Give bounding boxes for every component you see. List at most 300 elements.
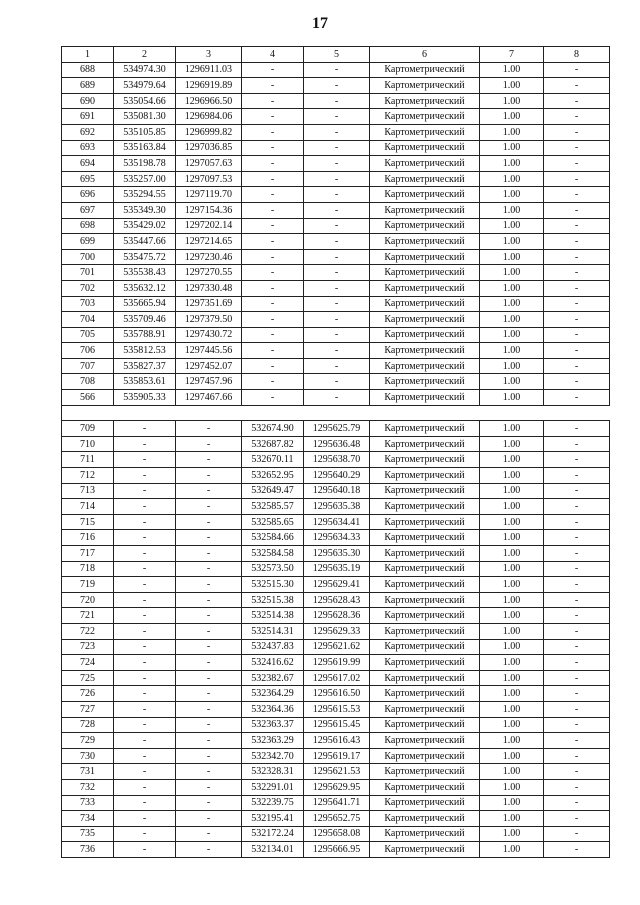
table-row [62, 93, 610, 109]
table-row [62, 468, 610, 484]
table-cell: 724 [62, 655, 114, 671]
table-cell: 535632.12 [114, 280, 176, 296]
table-cell: Картометрический [370, 62, 480, 78]
table-cell: 1.00 [480, 327, 544, 343]
table-cell: - [114, 779, 176, 795]
table-cell: - [114, 592, 176, 608]
table-cell: - [114, 670, 176, 686]
table-cell: - [304, 124, 370, 140]
table-row [62, 842, 610, 858]
table-cell: 692 [62, 124, 114, 140]
table-cell: 1.00 [480, 187, 544, 203]
table-row [62, 312, 610, 328]
table-cell: 535853.61 [114, 374, 176, 390]
table-cell: 1296984.06 [176, 109, 242, 125]
table-cell: 1297467.66 [176, 390, 242, 406]
table-cell: - [242, 62, 304, 78]
table-cell: - [176, 468, 242, 484]
table-cell: 532585.65 [242, 514, 304, 530]
table-cell: - [544, 234, 610, 250]
table-cell: Картометрический [370, 561, 480, 577]
table-cell: 1295617.02 [304, 670, 370, 686]
table-cell: Картометрический [370, 514, 480, 530]
header-row [62, 47, 610, 63]
table-cell: 734 [62, 811, 114, 827]
table-cell: Картометрический [370, 764, 480, 780]
table-cell: - [544, 327, 610, 343]
table-cell: - [544, 779, 610, 795]
table-cell: 1.00 [480, 124, 544, 140]
table-cell: - [544, 530, 610, 546]
table-cell: 717 [62, 546, 114, 562]
table-cell: 691 [62, 109, 114, 125]
table-cell: 1.00 [480, 374, 544, 390]
table-spacer [62, 405, 610, 421]
table-cell: 1296911.03 [176, 62, 242, 78]
table-cell: 1.00 [480, 701, 544, 717]
table-cell: 1.00 [480, 592, 544, 608]
column-header: 8 [544, 47, 610, 63]
table-cell: 1295634.33 [304, 530, 370, 546]
table-row [62, 452, 610, 468]
page-number: 17 [312, 15, 328, 32]
table-cell: - [176, 577, 242, 593]
table-cell: 1297154.36 [176, 202, 242, 218]
table-cell: 735 [62, 826, 114, 842]
table-row [62, 701, 610, 717]
table-cell: - [242, 296, 304, 312]
table-cell: - [242, 390, 304, 406]
table-cell: Картометрический [370, 452, 480, 468]
table-cell: - [176, 639, 242, 655]
table-cell: 708 [62, 374, 114, 390]
table-cell: 1.00 [480, 608, 544, 624]
table-cell: - [544, 561, 610, 577]
table-cell: - [544, 421, 610, 437]
table-cell: - [114, 452, 176, 468]
table-cell: - [114, 499, 176, 515]
table-cell: Картометрический [370, 327, 480, 343]
table-cell: 532585.57 [242, 499, 304, 515]
table-cell: 532382.67 [242, 670, 304, 686]
table-row [62, 327, 610, 343]
table-cell: 535812.53 [114, 343, 176, 359]
table-cell: 532584.58 [242, 546, 304, 562]
table-cell: - [544, 358, 610, 374]
table-cell: 1295666.95 [304, 842, 370, 858]
table-row [62, 670, 610, 686]
table-cell: Картометрический [370, 468, 480, 484]
table-cell: 1.00 [480, 62, 544, 78]
table-cell: - [544, 187, 610, 203]
table-cell: - [544, 639, 610, 655]
table-cell: - [176, 514, 242, 530]
table-cell: 566 [62, 390, 114, 406]
table-cell: 532363.29 [242, 733, 304, 749]
table-cell: Картометрический [370, 249, 480, 265]
table-cell: - [176, 499, 242, 515]
table-cell: - [544, 811, 610, 827]
table-cell: 532573.50 [242, 561, 304, 577]
table-cell: - [544, 842, 610, 858]
table-cell: - [544, 655, 610, 671]
table-row [62, 358, 610, 374]
table-cell: 710 [62, 436, 114, 452]
table-cell: 532342.70 [242, 748, 304, 764]
table-cell: 535788.91 [114, 327, 176, 343]
table-cell: Картометрический [370, 390, 480, 406]
table-cell: Картометрический [370, 265, 480, 281]
spacer-row [62, 405, 610, 421]
table-row [62, 530, 610, 546]
table-row [62, 265, 610, 281]
table-cell: - [544, 343, 610, 359]
table-cell: 695 [62, 171, 114, 187]
table-cell: Картометрический [370, 639, 480, 655]
table-cell: 1297036.85 [176, 140, 242, 156]
table-cell: 712 [62, 468, 114, 484]
table-cell: - [114, 842, 176, 858]
table-cell: 532584.66 [242, 530, 304, 546]
table-cell: 730 [62, 748, 114, 764]
table-cell: Картометрический [370, 140, 480, 156]
table-cell: - [176, 733, 242, 749]
table-cell: - [544, 499, 610, 515]
table-cell: 727 [62, 701, 114, 717]
table-cell: 1.00 [480, 561, 544, 577]
table-cell: Картометрический [370, 577, 480, 593]
table-cell: 733 [62, 795, 114, 811]
table-cell: 697 [62, 202, 114, 218]
table-row [62, 187, 610, 203]
table-cell: - [544, 436, 610, 452]
table-cell: - [544, 124, 610, 140]
table-cell: 1297445.56 [176, 343, 242, 359]
table-cell: 1295635.19 [304, 561, 370, 577]
table-cell: 532514.38 [242, 608, 304, 624]
table-cell: - [544, 93, 610, 109]
table-cell: 535294.55 [114, 187, 176, 203]
table-cell: - [242, 280, 304, 296]
table-cell: 1297379.50 [176, 312, 242, 328]
table-cell: 1297230.46 [176, 249, 242, 265]
table-cell: - [176, 811, 242, 827]
table-cell: Картометрический [370, 530, 480, 546]
table-cell: 532515.30 [242, 577, 304, 593]
table-cell: - [544, 140, 610, 156]
table-cell: 532515.38 [242, 592, 304, 608]
table-cell: 723 [62, 639, 114, 655]
table-cell: - [304, 343, 370, 359]
table-row [62, 156, 610, 172]
table-cell: 535665.94 [114, 296, 176, 312]
table-cell: - [304, 327, 370, 343]
table-row [62, 483, 610, 499]
table-cell: 1295641.71 [304, 795, 370, 811]
table-cell: 1296919.89 [176, 78, 242, 94]
table-cell: Картометрический [370, 811, 480, 827]
table-cell: - [544, 312, 610, 328]
table-cell: 1295616.50 [304, 686, 370, 702]
table-cell: - [304, 234, 370, 250]
column-header: 4 [242, 47, 304, 63]
table-cell: - [114, 639, 176, 655]
table-row [62, 811, 610, 827]
table-cell: - [544, 795, 610, 811]
table-cell: 535163.84 [114, 140, 176, 156]
table-cell: - [242, 312, 304, 328]
table-cell: 1297452.07 [176, 358, 242, 374]
table-cell: 1297330.48 [176, 280, 242, 296]
table-cell: 1.00 [480, 436, 544, 452]
table-cell: 1.00 [480, 218, 544, 234]
table-cell: - [114, 717, 176, 733]
table-cell: - [242, 202, 304, 218]
table-cell: Картометрический [370, 358, 480, 374]
table-cell: Картометрический [370, 483, 480, 499]
table-cell: 532363.37 [242, 717, 304, 733]
table-cell: 722 [62, 623, 114, 639]
table-cell: - [176, 717, 242, 733]
table-cell: - [176, 452, 242, 468]
table-cell: - [176, 686, 242, 702]
table-cell: 1295629.33 [304, 623, 370, 639]
table-row [62, 62, 610, 78]
table-cell: 532239.75 [242, 795, 304, 811]
table-row [62, 764, 610, 780]
table-cell: - [544, 546, 610, 562]
table-cell: Картометрический [370, 312, 480, 328]
table-row [62, 436, 610, 452]
table-cell: 1296966.50 [176, 93, 242, 109]
table-cell: Картометрический [370, 842, 480, 858]
table-cell: - [544, 156, 610, 172]
table-row [62, 374, 610, 390]
table-cell: 535429.02 [114, 218, 176, 234]
table-cell: 535081.30 [114, 109, 176, 125]
table-row [62, 218, 610, 234]
table-cell: 1.00 [480, 265, 544, 281]
table-cell: 1.00 [480, 826, 544, 842]
table-cell: - [304, 140, 370, 156]
table-cell: 718 [62, 561, 114, 577]
column-header: 3 [176, 47, 242, 63]
table-cell: - [544, 826, 610, 842]
table-cell: - [242, 93, 304, 109]
table-cell: - [304, 78, 370, 94]
table-cell: - [304, 249, 370, 265]
table-cell: - [544, 280, 610, 296]
table-row [62, 140, 610, 156]
table-cell: 1.00 [480, 764, 544, 780]
table-cell: - [544, 686, 610, 702]
table-cell: Картометрический [370, 546, 480, 562]
table-cell: 1.00 [480, 483, 544, 499]
column-header: 1 [62, 47, 114, 63]
spacer-cell [62, 405, 610, 421]
table-cell: - [544, 265, 610, 281]
table-row [62, 639, 610, 655]
table-cell: Картометрический [370, 296, 480, 312]
table-row [62, 779, 610, 795]
table-cell: 1.00 [480, 78, 544, 94]
table-cell: Картометрический [370, 623, 480, 639]
table-cell: Картометрический [370, 280, 480, 296]
table-cell: - [544, 483, 610, 499]
table-cell: 532364.29 [242, 686, 304, 702]
table-cell: 1.00 [480, 779, 544, 795]
table-cell: 1297214.65 [176, 234, 242, 250]
table-cell: 1295615.53 [304, 701, 370, 717]
table-cell: 532416.62 [242, 655, 304, 671]
table-cell: 534979.64 [114, 78, 176, 94]
table-row [62, 608, 610, 624]
table-cell: Картометрический [370, 187, 480, 203]
table-cell: 1.00 [480, 623, 544, 639]
table-cell: - [544, 171, 610, 187]
table-cell: - [304, 187, 370, 203]
table-cell: 534974.30 [114, 62, 176, 78]
table-cell: 688 [62, 62, 114, 78]
table-cell: 1295629.41 [304, 577, 370, 593]
table-cell: 690 [62, 93, 114, 109]
table-cell: 532514.31 [242, 623, 304, 639]
table-cell: - [304, 312, 370, 328]
table-cell: - [304, 202, 370, 218]
table-row [62, 795, 610, 811]
table-cell: - [544, 748, 610, 764]
table-cell: 696 [62, 187, 114, 203]
table-body-group-1 [62, 62, 610, 405]
table-cell: 713 [62, 483, 114, 499]
table-row [62, 171, 610, 187]
table-cell: 711 [62, 452, 114, 468]
table-cell: 1.00 [480, 358, 544, 374]
table-cell: 1.00 [480, 421, 544, 437]
table-cell: - [114, 623, 176, 639]
table-cell: Картометрический [370, 171, 480, 187]
table-row [62, 577, 610, 593]
table-cell: 535905.33 [114, 390, 176, 406]
table-cell: 1.00 [480, 109, 544, 125]
table-cell: - [176, 826, 242, 842]
table-row [62, 109, 610, 125]
table-cell: 1.00 [480, 795, 544, 811]
table-cell: - [114, 561, 176, 577]
column-header: 7 [480, 47, 544, 63]
table-cell: 719 [62, 577, 114, 593]
table-cell: - [114, 655, 176, 671]
table-row [62, 826, 610, 842]
table-cell: - [242, 234, 304, 250]
table-cell: 535538.43 [114, 265, 176, 281]
table-cell: 702 [62, 280, 114, 296]
table-cell: 706 [62, 343, 114, 359]
table-cell: Картометрический [370, 686, 480, 702]
table-cell: Картометрический [370, 733, 480, 749]
table-cell: 532674.90 [242, 421, 304, 437]
table-cell: 1.00 [480, 93, 544, 109]
table-cell: - [242, 218, 304, 234]
table-row [62, 623, 610, 639]
table-cell: 1.00 [480, 655, 544, 671]
table-cell: Картометрический [370, 109, 480, 125]
table-cell: - [304, 296, 370, 312]
table-cell: - [304, 62, 370, 78]
table-cell: - [242, 78, 304, 94]
table-cell: 1.00 [480, 748, 544, 764]
table-cell: - [242, 171, 304, 187]
table-cell: 729 [62, 733, 114, 749]
table-cell: - [176, 779, 242, 795]
table-cell: 532670.11 [242, 452, 304, 468]
table-cell: 1.00 [480, 842, 544, 858]
table-cell: 725 [62, 670, 114, 686]
table-cell: - [176, 795, 242, 811]
table-cell: 1295621.53 [304, 764, 370, 780]
table-cell: 732 [62, 779, 114, 795]
table-cell: - [544, 109, 610, 125]
table-cell: - [544, 390, 610, 406]
column-header: 6 [370, 47, 480, 63]
table-cell: 1295652.75 [304, 811, 370, 827]
table-cell: 1297119.70 [176, 187, 242, 203]
table-cell: - [114, 436, 176, 452]
table-cell: 1.00 [480, 546, 544, 562]
table-cell: 1295628.43 [304, 592, 370, 608]
table-cell: 1295616.43 [304, 733, 370, 749]
table-cell: Картометрический [370, 218, 480, 234]
table-cell: - [242, 358, 304, 374]
table-cell: - [304, 156, 370, 172]
table-cell: Картометрический [370, 124, 480, 140]
table-cell: 1295619.99 [304, 655, 370, 671]
table-cell: 1.00 [480, 452, 544, 468]
table-cell: 707 [62, 358, 114, 374]
table-cell: 535709.46 [114, 312, 176, 328]
table-cell: - [114, 577, 176, 593]
table-cell: Картометрический [370, 701, 480, 717]
table-cell: - [304, 93, 370, 109]
table-cell: - [114, 468, 176, 484]
table-row [62, 249, 610, 265]
table-cell: - [544, 468, 610, 484]
table-cell: 1295615.45 [304, 717, 370, 733]
table-cell: 1295635.30 [304, 546, 370, 562]
table-cell: - [544, 577, 610, 593]
table-cell: - [304, 374, 370, 390]
table-cell: 532291.01 [242, 779, 304, 795]
table-row [62, 546, 610, 562]
table-row [62, 748, 610, 764]
table-cell: - [114, 826, 176, 842]
table-row [62, 733, 610, 749]
table-cell: 1.00 [480, 280, 544, 296]
table-row [62, 124, 610, 140]
table-cell: Картометрический [370, 202, 480, 218]
table-cell: - [242, 140, 304, 156]
table-cell: 532195.41 [242, 811, 304, 827]
table-row [62, 514, 610, 530]
table-cell: Картометрический [370, 78, 480, 94]
table-cell: - [242, 109, 304, 125]
table-cell: 715 [62, 514, 114, 530]
table-cell: - [544, 592, 610, 608]
table-cell: Картометрический [370, 779, 480, 795]
table-cell: - [114, 421, 176, 437]
table-cell: 1.00 [480, 156, 544, 172]
table-cell: 726 [62, 686, 114, 702]
